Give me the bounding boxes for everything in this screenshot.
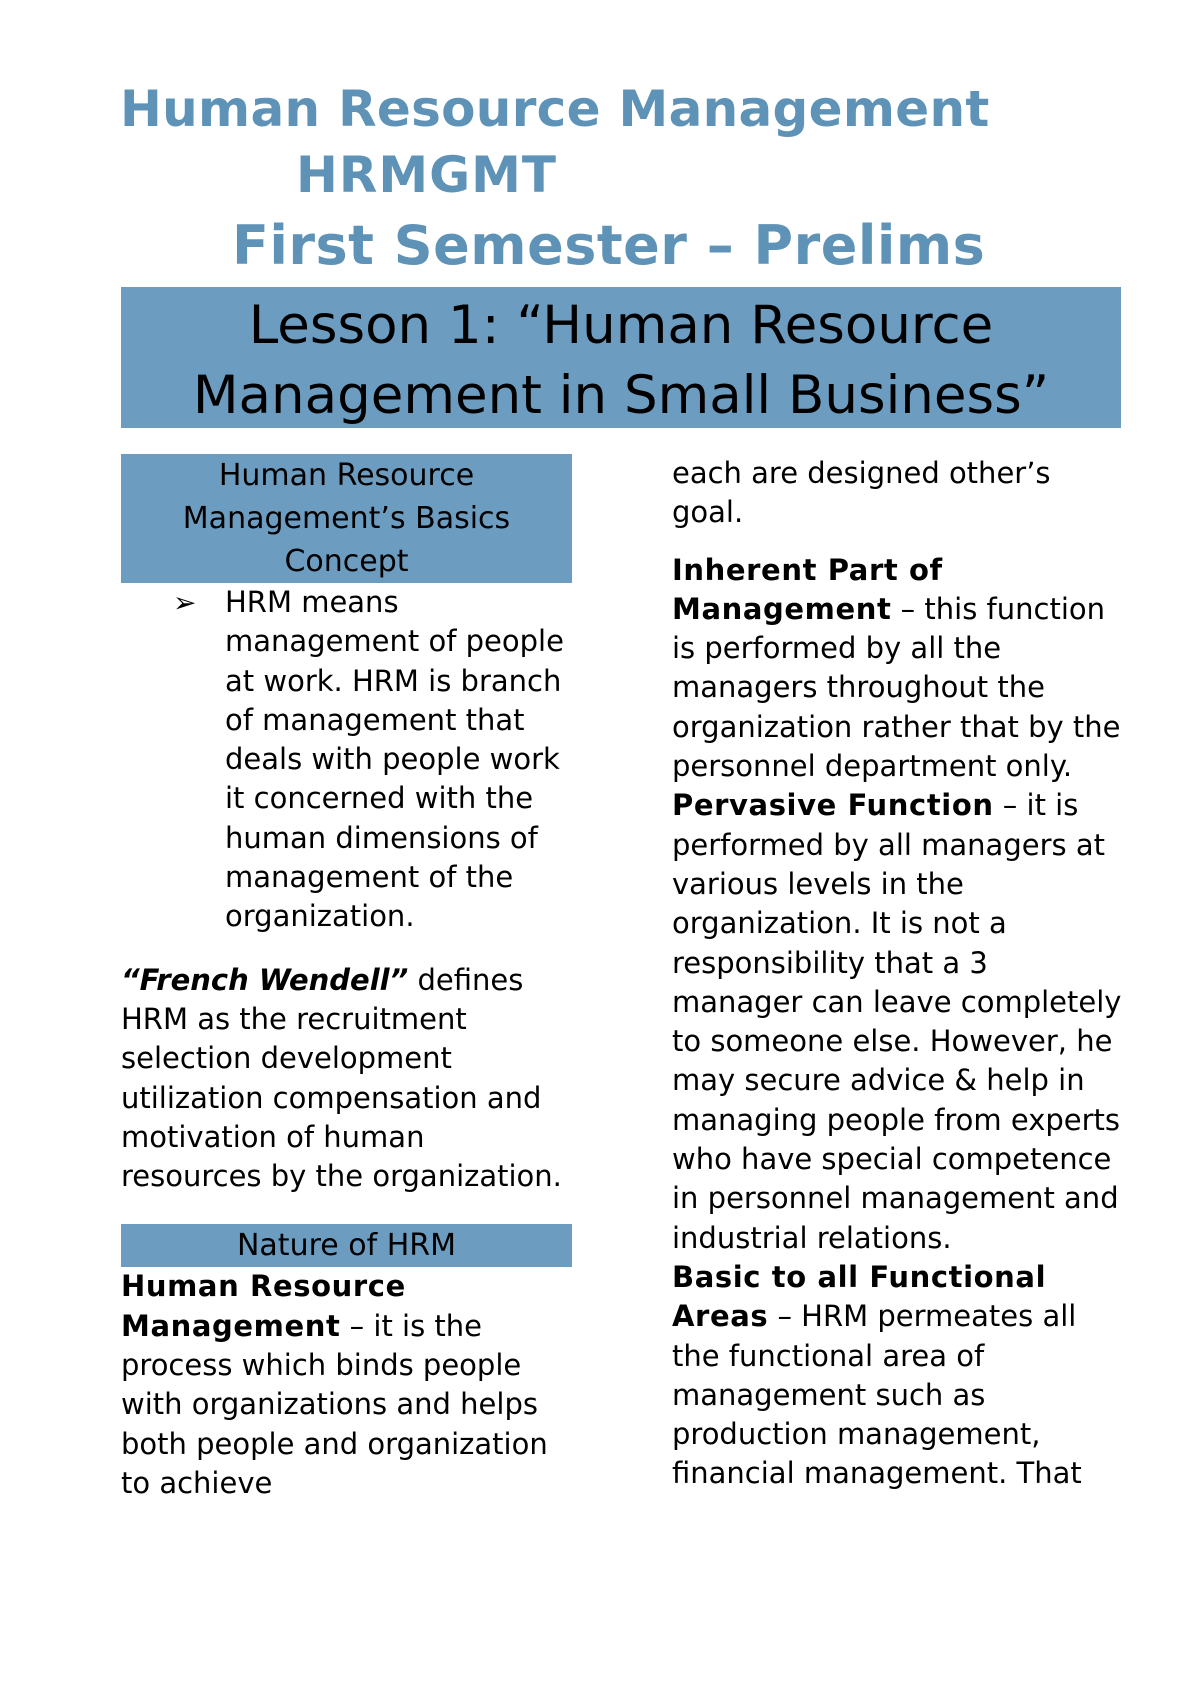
french-wendell-name: “French Wendell” bbox=[121, 962, 409, 997]
semester-title: First Semester – Prelims bbox=[232, 214, 986, 277]
french-wendell-paragraph bbox=[121, 961, 572, 1197]
basics-concept-heading bbox=[121, 454, 572, 583]
french-wendell-definition: defines HRM as the recruitment selection development utilization compensation and motivation of human resources by the organization. bbox=[121, 962, 562, 1194]
pervasive-function-paragraph bbox=[672, 786, 1127, 1258]
nature-of-hrm-heading: Nature of HRM bbox=[121, 1224, 572, 1267]
lesson-title-line1: Lesson 1: “Human Resource bbox=[248, 295, 994, 356]
hrm-paragraph bbox=[121, 1267, 572, 1503]
heading-line: Management’s Basics bbox=[182, 501, 511, 536]
inherent-part-definition: – this function is performed by all the managers throughout the organization rather that by the personnel department only. bbox=[672, 591, 1121, 784]
basic-functional-areas-term: Basic to all Functional Areas bbox=[672, 1259, 1047, 1334]
document-title: Human Resource Management bbox=[120, 80, 990, 138]
right-column bbox=[672, 454, 1127, 1494]
heading-line: Concept bbox=[284, 544, 409, 579]
bullet-text: HRM means management of people at work. HRM is branch of management that deals with people work it concerned with the human dimensions of management of the organization. bbox=[225, 585, 564, 934]
inherent-part-paragraph bbox=[672, 551, 1127, 787]
continued-paragraph: each are designed other’s goal. bbox=[672, 456, 1051, 530]
pervasive-function-definition: – it is performed by all managers at various levels in the organization. It is not a responsibility that a 3 manager can leave completely to someone else. However, he may secure advice & help in managing people from experts who have special competence in personnel management and industrial relations. bbox=[672, 788, 1122, 1255]
arrow-bullet-icon: ➢ bbox=[173, 586, 197, 619]
basic-functional-areas-paragraph bbox=[672, 1258, 1127, 1494]
lesson-banner bbox=[121, 287, 1121, 428]
bullet-item bbox=[121, 583, 572, 937]
pervasive-function-term: Pervasive Function bbox=[672, 788, 994, 823]
lesson-title-line2: Management in Small Business” bbox=[192, 365, 1050, 426]
basic-functional-areas-definition: – HRM permeates all the functional area of management such as production management, financial management. That bbox=[672, 1299, 1082, 1491]
hrm-term: Human Resource Management bbox=[121, 1269, 406, 1343]
hrm-definition: – it is the process which binds people with organizations and helps both people and organization to achieve bbox=[121, 1308, 548, 1500]
inherent-part-term: Inherent Part of Management bbox=[672, 552, 943, 626]
heading-line: Human Resource bbox=[218, 458, 475, 493]
course-code: HRMGMT bbox=[296, 146, 558, 204]
left-column bbox=[121, 454, 572, 1503]
